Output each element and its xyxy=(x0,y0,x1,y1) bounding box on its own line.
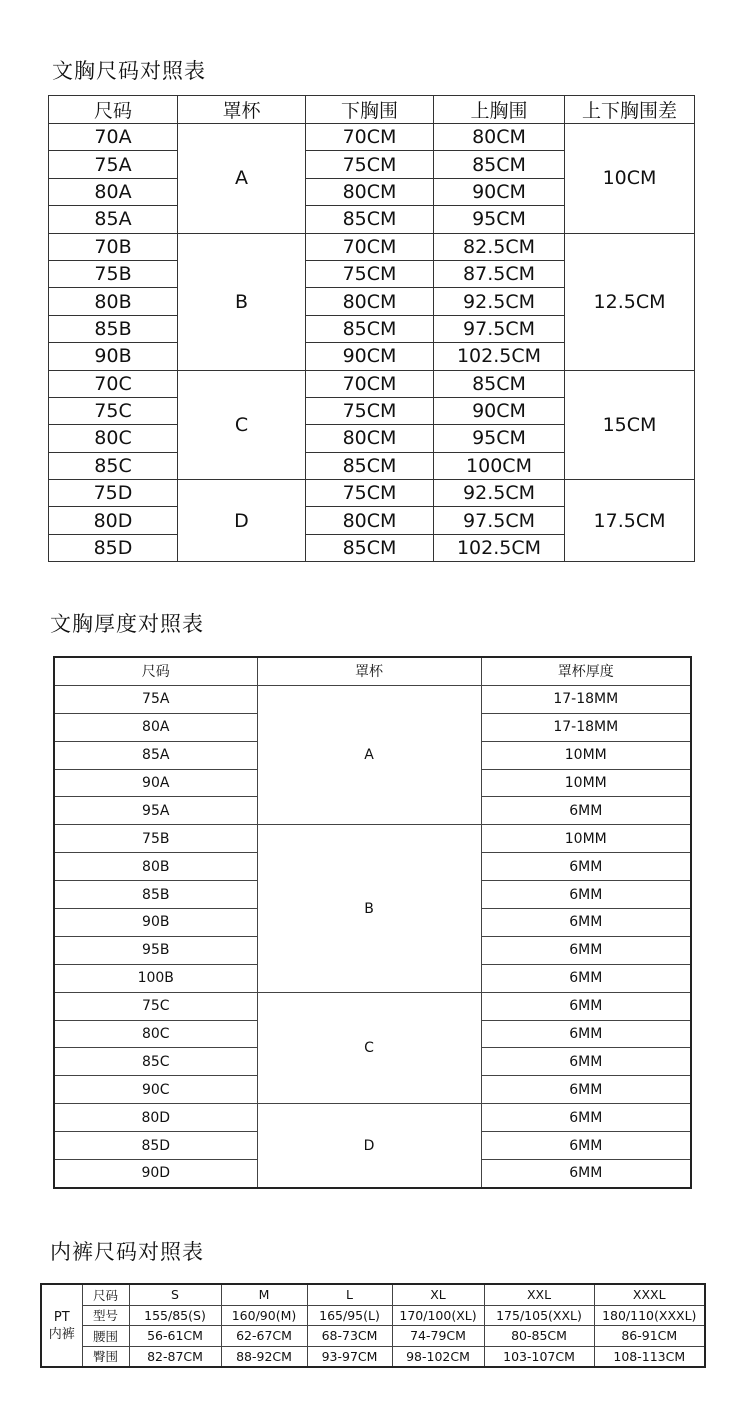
header-cell: 罩杯 xyxy=(257,657,481,685)
value-cell: XXL xyxy=(484,1284,594,1305)
table-row xyxy=(49,233,695,260)
value-cell: XXXL xyxy=(594,1284,705,1305)
header-cell: 尺码 xyxy=(49,96,178,124)
cup-cell: A xyxy=(257,685,481,824)
header-cell: 上下胸围差 xyxy=(565,96,695,124)
bra-thickness-header-row xyxy=(54,657,691,685)
value-cell: M xyxy=(221,1284,307,1305)
thickness-cell: 10MM xyxy=(481,825,691,853)
value-cell: 80-85CM xyxy=(484,1326,594,1347)
overbust-cell: 90CM xyxy=(434,178,565,205)
size-cell: 85D xyxy=(49,534,178,561)
bra-size-table xyxy=(48,95,695,562)
size-cell: 80B xyxy=(54,853,257,881)
table-row xyxy=(41,1305,705,1326)
header-cell: 上胸围 xyxy=(434,96,565,124)
size-cell: 80B xyxy=(49,288,178,315)
thickness-cell: 6MM xyxy=(481,1132,691,1160)
size-cell: 85A xyxy=(49,206,178,233)
row-label-cell: 尺码 xyxy=(82,1284,129,1305)
cup-cell: B xyxy=(257,825,481,992)
header-cell: 罩杯 xyxy=(178,96,306,124)
overbust-cell: 100CM xyxy=(434,452,565,479)
cup-cell: C xyxy=(178,370,306,480)
table-row xyxy=(54,685,691,713)
value-cell: 180/110(XXXL) xyxy=(594,1305,705,1326)
header-cell: 尺码 xyxy=(54,657,257,685)
thickness-cell: 6MM xyxy=(481,964,691,992)
table-row xyxy=(54,1104,691,1132)
size-cell: 75C xyxy=(54,992,257,1020)
size-cell: 85D xyxy=(54,1132,257,1160)
value-cell: 160/90(M) xyxy=(221,1305,307,1326)
bust-diff-cell: 15CM xyxy=(565,370,695,480)
underbust-cell: 85CM xyxy=(306,452,434,479)
underbust-cell: 85CM xyxy=(306,534,434,561)
thickness-cell: 6MM xyxy=(481,881,691,909)
underbust-cell: 80CM xyxy=(306,288,434,315)
thickness-cell: 10MM xyxy=(481,769,691,797)
thickness-cell: 6MM xyxy=(481,936,691,964)
table-row xyxy=(41,1346,705,1367)
bra-thickness-chart-title: 文胸厚度对照表 xyxy=(50,612,204,636)
thickness-cell: 17-18MM xyxy=(481,685,691,713)
size-cell: 70A xyxy=(49,124,178,151)
row-label-cell: 腰围 xyxy=(82,1326,129,1347)
overbust-cell: 102.5CM xyxy=(434,343,565,370)
row-label-cell: 臀围 xyxy=(82,1346,129,1367)
underbust-cell: 90CM xyxy=(306,343,434,370)
underbust-cell: 75CM xyxy=(306,397,434,424)
table-row xyxy=(54,992,691,1020)
overbust-cell: 92.5CM xyxy=(434,288,565,315)
overbust-cell: 85CM xyxy=(434,151,565,178)
thickness-cell: 6MM xyxy=(481,909,691,937)
underbust-cell: 70CM xyxy=(306,370,434,397)
thickness-cell: 6MM xyxy=(481,853,691,881)
value-cell: 170/100(XL) xyxy=(392,1305,484,1326)
overbust-cell: 87.5CM xyxy=(434,260,565,287)
size-cell: 100B xyxy=(54,964,257,992)
side-label-bottom: 内裤 xyxy=(48,1326,75,1342)
cup-cell: D xyxy=(257,1104,481,1188)
underbust-cell: 70CM xyxy=(306,233,434,260)
underbust-cell: 85CM xyxy=(306,206,434,233)
thickness-cell: 6MM xyxy=(481,992,691,1020)
value-cell: 93-97CM xyxy=(307,1346,392,1367)
underbust-cell: 80CM xyxy=(306,507,434,534)
size-cell: 70B xyxy=(49,233,178,260)
value-cell: 108-113CM xyxy=(594,1346,705,1367)
size-cell: 80D xyxy=(49,507,178,534)
value-cell: 103-107CM xyxy=(484,1346,594,1367)
row-label-cell: 型号 xyxy=(82,1305,129,1326)
size-cell: 95B xyxy=(54,936,257,964)
cup-cell: A xyxy=(178,124,306,234)
thickness-cell: 6MM xyxy=(481,1048,691,1076)
size-cell: 75A xyxy=(49,151,178,178)
underbust-cell: 75CM xyxy=(306,260,434,287)
value-cell: 175/105(XXL) xyxy=(484,1305,594,1326)
cup-cell: B xyxy=(178,233,306,370)
bust-diff-cell: 10CM xyxy=(565,124,695,234)
value-cell: 56-61CM xyxy=(129,1326,221,1347)
size-cell: 80A xyxy=(54,713,257,741)
value-cell: 88-92CM xyxy=(221,1346,307,1367)
bra-size-header-row xyxy=(49,96,695,124)
size-cell: 75C xyxy=(49,397,178,424)
size-cell: 85B xyxy=(49,315,178,342)
value-cell: S xyxy=(129,1284,221,1305)
underbust-cell: 80CM xyxy=(306,178,434,205)
overbust-cell: 90CM xyxy=(434,397,565,424)
thickness-cell: 6MM xyxy=(481,1076,691,1104)
size-cell: 90C xyxy=(54,1076,257,1104)
size-cell: 70C xyxy=(49,370,178,397)
thickness-cell: 10MM xyxy=(481,741,691,769)
size-cell: 85C xyxy=(49,452,178,479)
underbust-cell: 80CM xyxy=(306,425,434,452)
size-cell: 90B xyxy=(54,909,257,937)
cup-cell: D xyxy=(178,480,306,562)
value-cell: L xyxy=(307,1284,392,1305)
size-cell: 80C xyxy=(49,425,178,452)
value-cell: 62-67CM xyxy=(221,1326,307,1347)
header-cell: 罩杯厚度 xyxy=(481,657,691,685)
panties-size-table xyxy=(40,1283,706,1368)
overbust-cell: 102.5CM xyxy=(434,534,565,561)
size-cell: 75B xyxy=(54,825,257,853)
overbust-cell: 80CM xyxy=(434,124,565,151)
overbust-cell: 95CM xyxy=(434,206,565,233)
size-cell: 80A xyxy=(49,178,178,205)
size-cell: 85C xyxy=(54,1048,257,1076)
underbust-cell: 85CM xyxy=(306,315,434,342)
overbust-cell: 85CM xyxy=(434,370,565,397)
overbust-cell: 97.5CM xyxy=(434,315,565,342)
size-cell: 90A xyxy=(54,769,257,797)
value-cell: 74-79CM xyxy=(392,1326,484,1347)
size-cell: 80D xyxy=(54,1104,257,1132)
overbust-cell: 82.5CM xyxy=(434,233,565,260)
size-cell: 75B xyxy=(49,260,178,287)
bust-diff-cell: 12.5CM xyxy=(565,233,695,370)
thickness-cell: 17-18MM xyxy=(481,713,691,741)
value-cell: 82-87CM xyxy=(129,1346,221,1367)
thickness-cell: 6MM xyxy=(481,1160,691,1188)
bra-thickness-table xyxy=(53,656,692,1189)
bra-size-chart-title: 文胸尺码对照表 xyxy=(52,59,206,83)
value-cell: 68-73CM xyxy=(307,1326,392,1347)
size-cell: 85B xyxy=(54,881,257,909)
size-cell: 95A xyxy=(54,797,257,825)
side-label-cell xyxy=(41,1284,82,1367)
thickness-cell: 6MM xyxy=(481,1104,691,1132)
table-row xyxy=(49,370,695,397)
value-cell: XL xyxy=(392,1284,484,1305)
underbust-cell: 70CM xyxy=(306,124,434,151)
size-cell: 75A xyxy=(54,685,257,713)
table-row xyxy=(49,480,695,507)
table-row xyxy=(41,1326,705,1347)
header-cell: 下胸围 xyxy=(306,96,434,124)
table-row xyxy=(54,825,691,853)
cup-cell: C xyxy=(257,992,481,1104)
underbust-cell: 75CM xyxy=(306,151,434,178)
value-cell: 86-91CM xyxy=(594,1326,705,1347)
size-cell: 85A xyxy=(54,741,257,769)
side-label-top: PT xyxy=(53,1309,70,1325)
value-cell: 98-102CM xyxy=(392,1346,484,1367)
overbust-cell: 95CM xyxy=(434,425,565,452)
value-cell: 155/85(S) xyxy=(129,1305,221,1326)
size-cell: 90D xyxy=(54,1160,257,1188)
overbust-cell: 92.5CM xyxy=(434,480,565,507)
value-cell: 165/95(L) xyxy=(307,1305,392,1326)
size-cell: 90B xyxy=(49,343,178,370)
size-cell: 80C xyxy=(54,1020,257,1048)
table-row xyxy=(49,124,695,151)
panties-chart-title: 内裤尺码对照表 xyxy=(50,1240,204,1264)
thickness-cell: 6MM xyxy=(481,797,691,825)
size-cell: 75D xyxy=(49,480,178,507)
underbust-cell: 75CM xyxy=(306,480,434,507)
overbust-cell: 97.5CM xyxy=(434,507,565,534)
table-row xyxy=(41,1284,705,1305)
thickness-cell: 6MM xyxy=(481,1020,691,1048)
bust-diff-cell: 17.5CM xyxy=(565,480,695,562)
